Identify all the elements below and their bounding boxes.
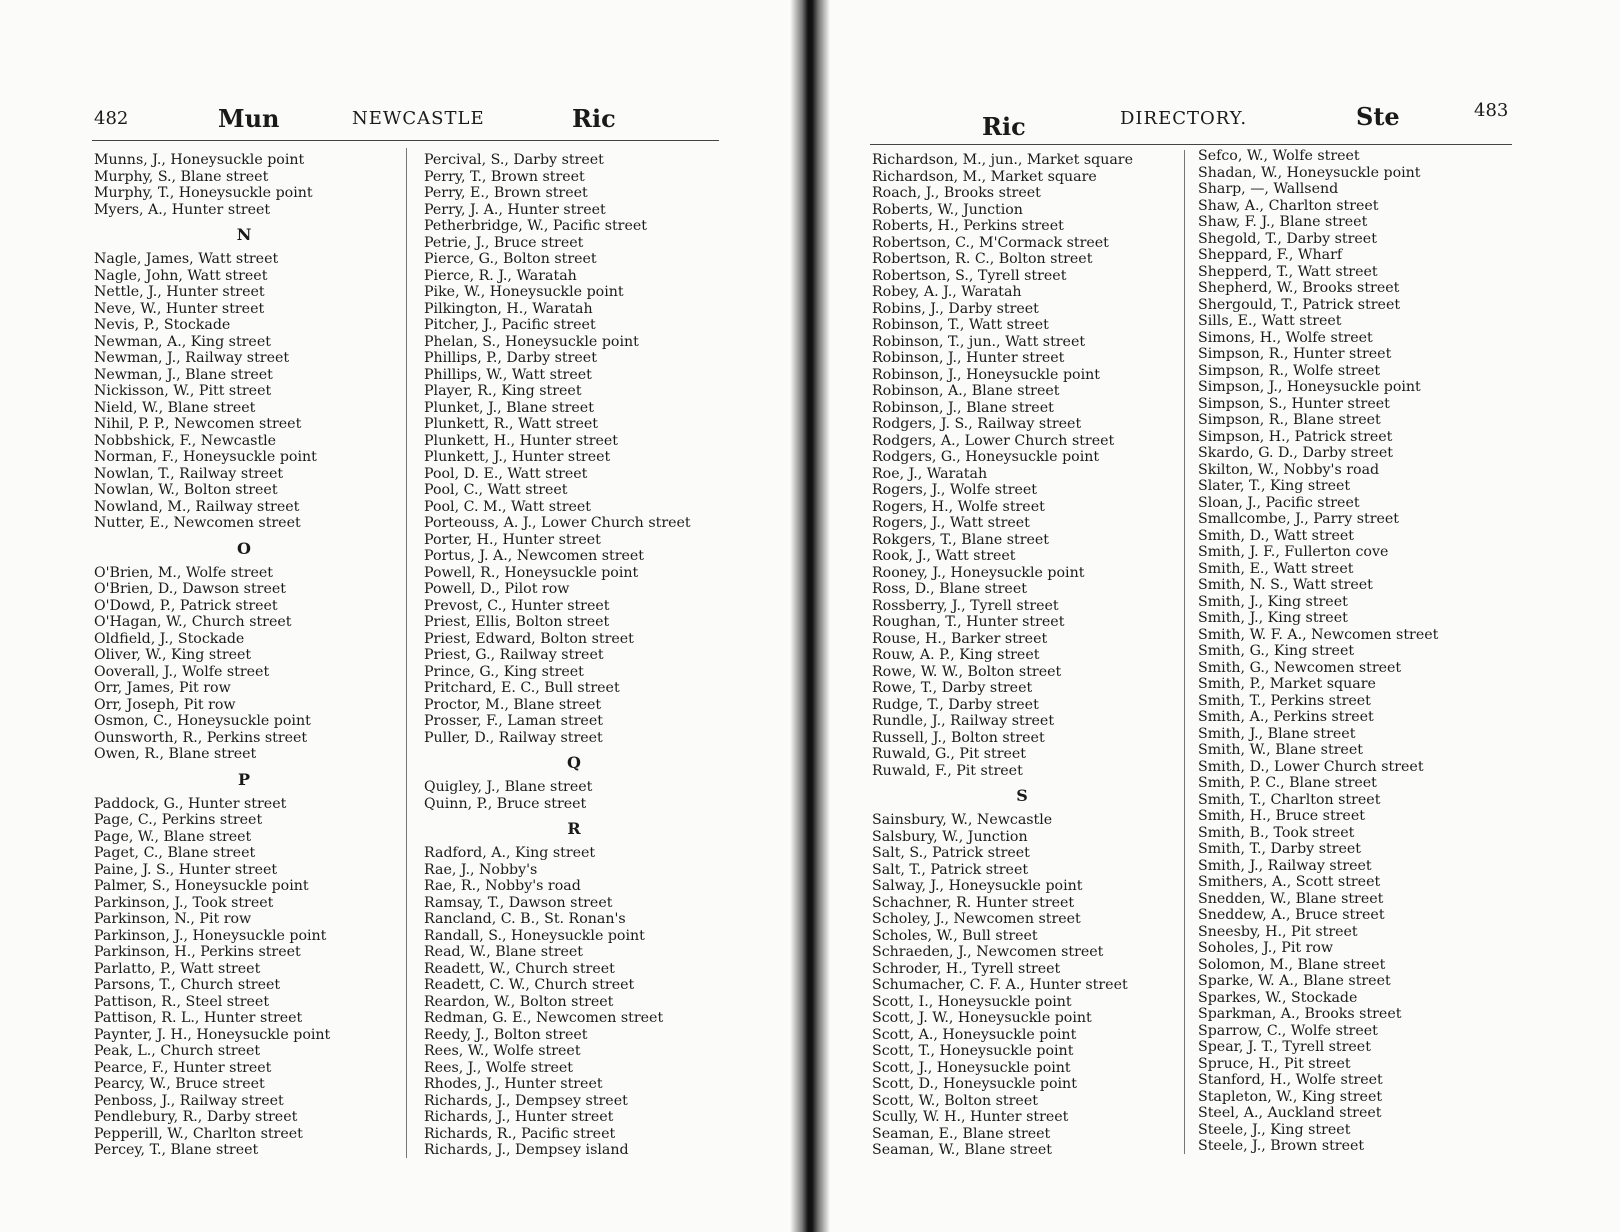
directory-entry: Rodgers, A., Lower Church street	[872, 432, 1115, 449]
directory-entry: Rae, R., Nobby's road	[424, 878, 581, 894]
directory-entry: Steele, J., Brown street	[1198, 1138, 1365, 1154]
directory-entry: Scott, T., Honeysuckle point	[872, 1043, 1074, 1059]
directory-entry: Robertson, S., Tyrell street	[872, 267, 1067, 284]
directory-entry: Pearce, F., Hunter street	[94, 1059, 272, 1076]
directory-entry: Sainsbury, W., Newcastle	[872, 812, 1053, 828]
directory-entry: Prince, G., King street	[424, 663, 584, 680]
directory-entry: Solomon, M., Blane street	[1198, 956, 1386, 973]
directory-entry: Rouse, H., Barker street	[872, 630, 1048, 647]
directory-entry: Pritchard, E. C., Bull street	[424, 680, 620, 696]
running-title: NEWCASTLE	[352, 108, 485, 129]
directory-entry: Schachner, R. Hunter street	[872, 894, 1075, 911]
directory-entry: Porteouss, A. J., Lower Church street	[424, 515, 691, 531]
directory-entry: Plunkett, R., Watt street	[424, 416, 598, 432]
directory-entry: Nickisson, W., Pitt street	[94, 383, 272, 399]
directory-entry: Owen, R., Blane street	[94, 746, 257, 762]
directory-entry: Parkinson, J., Took street	[94, 894, 274, 911]
directory-column-2	[424, 152, 724, 1159]
directory-entry: Parkinson, N., Pit row	[94, 911, 252, 927]
directory-entry: Plunkett, H., Hunter street	[424, 432, 618, 449]
directory-entry: Orr, James, Pit row	[94, 680, 231, 696]
directory-entry: Parlatto, P., Watt street	[94, 960, 261, 977]
directory-entry: Ruwald, G., Pit street	[872, 746, 1026, 762]
directory-entry: Smith, W. F. A., Newcomen street	[1198, 626, 1439, 643]
directory-entry: Shadan, W., Honeysuckle point	[1198, 164, 1421, 181]
directory-entry: Paget, C., Blane street	[94, 845, 256, 861]
directory-entry: Scott, W., Bolton street	[872, 1092, 1038, 1109]
directory-entry: Schraeden, J., Newcomen street	[872, 944, 1104, 960]
directory-entry: Porter, H., Hunter street	[424, 531, 601, 548]
directory-entry: Robinson, J., Hunter street	[872, 350, 1065, 366]
directory-entry: Rudge, T., Darby street	[872, 696, 1039, 713]
section-letter: Q	[567, 753, 581, 772]
directory-entry: Pierce, G., Bolton street	[424, 251, 597, 267]
directory-entry: Salsbury, W., Junction	[872, 828, 1028, 845]
directory-entry: Powell, R., Honeysuckle point	[424, 564, 639, 581]
directory-entry: Pattison, R. L., Hunter street	[94, 1010, 303, 1026]
guide-word-last: Ste	[1356, 102, 1400, 131]
directory-entry: Smallcombe, J., Parry street	[1198, 511, 1399, 527]
directory-entry: Pepperill, W., Charlton street	[94, 1125, 303, 1142]
directory-entry: O'Brien, M., Wolfe street	[94, 564, 273, 581]
directory-entry: Nevis, P., Stockade	[94, 317, 231, 333]
directory-entry: Salt, S., Patrick street	[872, 845, 1030, 861]
directory-entry: Priest, G., Railway street	[424, 647, 604, 663]
directory-entry: Sparrow, C., Wolfe street	[1198, 1022, 1378, 1039]
guide-word-last: Ric	[572, 104, 616, 133]
directory-entry: Pool, D. E., Watt street	[424, 465, 588, 482]
directory-entry: Percival, S., Darby street	[424, 152, 604, 168]
directory-entry: Sharp, —, Wallsend	[1198, 181, 1339, 197]
directory-entry: Page, W., Blane street	[94, 828, 252, 845]
directory-entry: Smith, D., Watt street	[1198, 527, 1354, 544]
directory-entry: O'Hagan, W., Church street	[94, 614, 292, 630]
directory-entry: Norman, F., Honeysuckle point	[94, 449, 317, 465]
directory-entry: Murphy, S., Blane street	[94, 168, 269, 185]
directory-entry: Murphy, T., Honeysuckle point	[94, 185, 313, 201]
directory-entry: Smith, H., Bruce street	[1198, 808, 1365, 824]
directory-entry: Smith, W., Blane street	[1198, 742, 1363, 758]
directory-entry: Smith, J., King street	[1198, 610, 1348, 626]
directory-entry: Scott, A., Honeysuckle point	[872, 1026, 1077, 1043]
directory-column-1	[872, 152, 1178, 1159]
directory-entry: Robinson, T., jun., Watt street	[872, 333, 1086, 350]
directory-entry: Pike, W., Honeysuckle point	[424, 284, 624, 300]
directory-entry: Puller, D., Railway street	[424, 729, 603, 746]
directory-entry: Quigley, J., Blane street	[424, 779, 593, 795]
directory-entry: Schroder, H., Tyrell street	[872, 960, 1061, 977]
directory-entry: Rees, J., Wolfe street	[424, 1059, 574, 1076]
directory-entry: Steel, A., Auckland street	[1198, 1105, 1382, 1121]
directory-entry: O'Dowd, P., Patrick street	[94, 597, 278, 614]
directory-entry: Perry, J. A., Hunter street	[424, 201, 606, 218]
directory-entry: Readett, W., Church street	[424, 960, 615, 977]
directory-entry: Roberts, H., Perkins street	[872, 218, 1064, 234]
directory-entry: Phillips, P., Darby street	[424, 350, 597, 366]
directory-entry: Reardon, W., Bolton street	[424, 993, 614, 1010]
directory-entry: Robinson, J., Blane street	[872, 399, 1054, 416]
directory-entry: Ruwald, F., Pit street	[872, 762, 1023, 779]
directory-entry: Smith, D., Lower Church street	[1198, 758, 1424, 775]
column-divider	[1184, 150, 1185, 1154]
section-letter: O	[237, 538, 251, 558]
directory-entry: Smith, T., Darby street	[1198, 841, 1361, 857]
directory-entry: Simpson, R., Wolfe street	[1198, 362, 1381, 379]
directory-entry: Ooverall, J., Wolfe street	[94, 663, 270, 680]
directory-entry: Rooney, J., Honeysuckle point	[872, 564, 1085, 581]
directory-entry: Smith, B., Took street	[1198, 824, 1355, 841]
directory-entry: Richards, J., Dempsey street	[424, 1092, 628, 1109]
directory-entry: Richards, J., Hunter street	[424, 1109, 614, 1125]
directory-entry: Nagle, John, Watt street	[94, 267, 268, 284]
directory-entry: Scott, I., Honeysuckle point	[872, 993, 1072, 1010]
directory-entry: Smith, J. F., Fullerton cove	[1198, 544, 1389, 560]
directory-entry: Phelan, S., Honeysuckle point	[424, 333, 639, 350]
directory-entry: Steele, J., King street	[1198, 1121, 1351, 1138]
directory-entry: Oldfield, J., Stockade	[94, 630, 245, 647]
directory-entry: Smith, J., Railway street	[1198, 857, 1372, 874]
header-rule	[870, 144, 1512, 145]
directory-entry: Shergould, T., Patrick street	[1198, 296, 1401, 313]
directory-entry: Sheppard, F., Wharf	[1198, 247, 1343, 263]
directory-entry: Nowlan, W., Bolton street	[94, 482, 278, 498]
section-letter: N	[236, 225, 252, 244]
directory-entry: Palmer, S., Honeysuckle point	[94, 878, 309, 894]
directory-entry: Pearcy, W., Bruce street	[94, 1076, 265, 1092]
directory-entry: Sills, E., Watt street	[1198, 313, 1342, 329]
directory-entry: Radford, A., King street	[424, 845, 596, 861]
directory-entry: Rhodes, J., Hunter street	[424, 1076, 603, 1092]
directory-entry: Stanford, H., Wolfe street	[1198, 1072, 1383, 1088]
directory-entry: Perry, T., Brown street	[424, 168, 585, 185]
section-letter: S	[1016, 786, 1028, 805]
directory-entry: Seaman, W., Blane street	[872, 1142, 1052, 1158]
directory-entry: Shegold, T., Darby street	[1198, 230, 1377, 247]
directory-entry: Sparkes, W., Stockade	[1198, 989, 1358, 1006]
directory-entry: Richards, R., Pacific street	[424, 1125, 616, 1142]
directory-entry: Pool, C., Watt street	[424, 482, 568, 498]
running-title: DIRECTORY.	[1120, 108, 1248, 129]
directory-entry: Sloan, J., Pacific street	[1198, 494, 1360, 511]
section-letter: R	[567, 819, 581, 838]
directory-entry: Nettle, J., Hunter street	[94, 284, 265, 300]
directory-entry: Robertson, R. C., Bolton street	[872, 251, 1093, 267]
directory-entry: Sparkman, A., Brooks street	[1198, 1006, 1402, 1022]
directory-entry: Seaman, E., Blane street	[872, 1125, 1051, 1142]
directory-entry: Orr, Joseph, Pit row	[94, 696, 236, 713]
directory-entry: Smith, J., King street	[1198, 593, 1348, 610]
directory-entry: Robey, A. J., Waratah	[872, 284, 1022, 300]
directory-entry: Player, R., King street	[424, 383, 582, 399]
directory-entry: Redman, G. E., Newcomen street	[424, 1010, 664, 1026]
directory-entry: Robinson, T., Watt street	[872, 317, 1049, 333]
directory-entry: Simons, H., Wolfe street	[1198, 329, 1373, 346]
directory-entry: Roberts, W., Junction	[872, 201, 1023, 218]
directory-entry: Shepherd, W., Brooks street	[1198, 280, 1400, 296]
directory-entry: Page, C., Perkins street	[94, 812, 263, 828]
directory-entry: Salway, J., Honeysuckle point	[872, 878, 1083, 894]
directory-entry: Roach, J., Brooks street	[872, 185, 1041, 201]
directory-entry: Rouw, A. P., King street	[872, 647, 1040, 663]
directory-entry: Rogers, J., Wolfe street	[872, 482, 1038, 498]
directory-entry: Rossberry, J., Tyrell street	[872, 597, 1059, 614]
directory-entry: Robins, J., Darby street	[872, 300, 1039, 317]
directory-entry: Rook, J., Watt street	[872, 548, 1016, 564]
directory-entry: O'Brien, D., Dawson street	[94, 581, 286, 597]
directory-entry: Spruce, H., Pit street	[1198, 1055, 1351, 1072]
directory-entry: Sefco, W., Wolfe street	[1198, 148, 1360, 164]
directory-entry: Perry, E., Brown street	[424, 185, 588, 201]
directory-entry: Plunket, J., Blane street	[424, 399, 594, 416]
directory-entry: Read, W., Blane street	[424, 944, 583, 960]
directory-entry: Sneddew, A., Bruce street	[1198, 907, 1385, 923]
directory-entry: Pitcher, J., Pacific street	[424, 317, 596, 333]
directory-entry: Readett, C. W., Church street	[424, 977, 635, 993]
directory-entry: Paddock, G., Hunter street	[94, 795, 287, 812]
directory-entry: Nield, W., Blane street	[94, 399, 256, 416]
directory-entry: Simpson, S., Hunter street	[1198, 395, 1390, 412]
directory-entry: Smith, E., Watt street	[1198, 560, 1354, 577]
directory-entry: Prevost, C., Hunter street	[424, 597, 610, 614]
directory-entry: Robertson, C., M'Cormack street	[872, 234, 1109, 251]
directory-entry: Powell, D., Pilot row	[424, 581, 570, 597]
directory-entry: Reedy, J., Bolton street	[424, 1026, 588, 1043]
directory-entry: Priest, Edward, Bolton street	[424, 630, 634, 647]
directory-entry: Percey, T., Blane street	[94, 1142, 259, 1158]
directory-entry: Peak, L., Church street	[94, 1043, 261, 1059]
directory-entry: Scott, J. W., Honeysuckle point	[872, 1010, 1092, 1026]
directory-entry: Proctor, M., Blane street	[424, 696, 602, 713]
directory-entry: Shepperd, T., Watt street	[1198, 263, 1378, 280]
directory-entry: Spear, J. T., Tyrell street	[1198, 1039, 1371, 1055]
directory-entry: Paine, J. S., Hunter street	[94, 861, 278, 878]
right-page	[830, 0, 1620, 1232]
header-rule	[92, 140, 719, 141]
directory-entry: Rowe, W. W., Bolton street	[872, 663, 1062, 680]
directory-entry: Sneesby, H., Pit street	[1198, 923, 1358, 940]
directory-entry: Smith, J., Blane street	[1198, 725, 1356, 742]
directory-entry: Pattison, R., Steel street	[94, 993, 270, 1010]
directory-entry: Roughan, T., Hunter street	[872, 614, 1065, 630]
directory-entry: Nagle, James, Watt street	[94, 251, 279, 267]
directory-entry: Scholey, J., Newcomen street	[872, 911, 1081, 927]
directory-entry: Smith, N. S., Watt street	[1198, 577, 1373, 593]
directory-entry: Paynter, J. H., Honeysuckle point	[94, 1026, 331, 1043]
directory-entry: Sparke, W. A., Blane street	[1198, 973, 1391, 989]
directory-entry: Petrie, J., Bruce street	[424, 234, 584, 251]
directory-entry: Parkinson, H., Perkins street	[94, 944, 301, 960]
directory-entry: Smith, T., Charlton street	[1198, 791, 1381, 808]
directory-entry: Oliver, W., King street	[94, 647, 252, 663]
directory-entry: Robinson, A., Blane street	[872, 383, 1060, 399]
directory-entry: Parsons, T., Church street	[94, 977, 281, 993]
directory-entry: Russell, J., Bolton street	[872, 729, 1045, 746]
directory-entry: Nowland, M., Railway street	[94, 498, 300, 515]
directory-entry: Stapleton, W., King street	[1198, 1088, 1383, 1105]
directory-entry: Soholes, J., Pit row	[1198, 940, 1334, 956]
directory-entry: Petherbridge, W., Pacific street	[424, 218, 647, 234]
column-divider	[406, 148, 407, 1158]
directory-entry: Ramsay, T., Dawson street	[424, 894, 613, 911]
directory-entry: Smith, P. C., Blane street	[1198, 775, 1377, 791]
directory-entry: Smith, G., Newcomen street	[1198, 659, 1402, 676]
directory-entry: Rowe, T., Darby street	[872, 680, 1033, 696]
directory-entry: Priest, Ellis, Bolton street	[424, 614, 610, 630]
directory-entry: Roe, J., Waratah	[872, 465, 988, 482]
directory-entry: Nobbshick, F., Newcastle	[94, 432, 277, 449]
directory-entry: Slater, T., King street	[1198, 478, 1351, 494]
directory-entry: Nutter, E., Newcomen street	[94, 515, 301, 531]
directory-entry: Neve, W., Hunter street	[94, 300, 265, 317]
page-number: 482	[94, 108, 129, 129]
directory-entry: Smith, G., King street	[1198, 643, 1355, 659]
directory-entry: Simpson, R., Blane street	[1198, 412, 1381, 428]
directory-entry: Rundle, J., Railway street	[872, 713, 1055, 729]
left-page	[0, 0, 790, 1232]
book-gutter	[790, 0, 830, 1232]
directory-entry: Newman, J., Blane street	[94, 366, 273, 383]
directory-entry: Rogers, J., Watt street	[872, 515, 1030, 531]
directory-entry: Skilton, W., Nobby's road	[1198, 461, 1380, 478]
directory-entry: Richards, J., Dempsey island	[424, 1142, 629, 1158]
directory-column-2	[1198, 148, 1516, 1155]
directory-entry: Munns, J., Honeysuckle point	[94, 152, 305, 168]
directory-entry: Schumacher, C. F. A., Hunter street	[872, 977, 1128, 993]
directory-entry: Parkinson, J., Honeysuckle point	[94, 927, 327, 944]
directory-entry: Scott, D., Honeysuckle point	[872, 1076, 1077, 1092]
directory-entry: Randall, S., Honeysuckle point	[424, 927, 645, 944]
directory-entry: Shaw, A., Charlton street	[1198, 197, 1379, 214]
directory-entry: Simpson, J., Honeysuckle point	[1198, 379, 1421, 395]
directory-entry: Shaw, F. J., Blane street	[1198, 214, 1368, 230]
directory-entry: Simpson, R., Hunter street	[1198, 346, 1392, 362]
directory-entry: Smith, T., Perkins street	[1198, 692, 1371, 709]
directory-entry: Phillips, W., Watt street	[424, 366, 592, 383]
directory-entry: Scott, J., Honeysuckle point	[872, 1059, 1071, 1076]
right-page-header	[830, 100, 1620, 146]
directory-entry: Ounsworth, R., Perkins street	[94, 729, 308, 746]
page-number: 483	[1474, 100, 1509, 121]
directory-entry: Penboss, J., Railway street	[94, 1092, 284, 1109]
directory-entry: Smith, A., Perkins street	[1198, 709, 1374, 725]
directory-entry: Osmon, C., Honeysuckle point	[94, 713, 311, 729]
directory-entry: Pool, C. M., Watt street	[424, 498, 592, 515]
guide-word-first: Mun	[218, 104, 280, 133]
directory-entry: Myers, A., Hunter street	[94, 201, 271, 218]
directory-entry: Ross, D., Blane street	[872, 581, 1027, 597]
directory-entry: Rokgers, T., Blane street	[872, 531, 1050, 548]
guide-word-first: Ric	[982, 112, 1026, 141]
directory-entry: Rees, W., Wolfe street	[424, 1043, 581, 1059]
directory-entry: Richardson, M., Market square	[872, 168, 1097, 185]
directory-entry: Rae, J., Nobby's	[424, 861, 538, 878]
directory-entry: Plunkett, J., Hunter street	[424, 449, 611, 465]
directory-entry: Pilkington, H., Waratah	[424, 300, 593, 317]
directory-entry: Prosser, F., Laman street	[424, 713, 603, 729]
directory-entry: Quinn, P., Bruce street	[424, 795, 587, 812]
directory-entry: Pendlebury, R., Darby street	[94, 1109, 298, 1125]
directory-entry: Scully, W. H., Hunter street	[872, 1109, 1069, 1125]
directory-entry: Smith, P., Market square	[1198, 676, 1376, 692]
directory-entry: Nowlan, T., Railway street	[94, 465, 284, 482]
section-letter: P	[237, 769, 251, 789]
directory-entry: Newman, J., Railway street	[94, 350, 290, 366]
directory-entry: Rogers, H., Wolfe street	[872, 498, 1045, 515]
directory-entry: Rodgers, J. S., Railway street	[872, 416, 1082, 432]
directory-entry: Portus, J. A., Newcomen street	[424, 548, 645, 564]
directory-entry: Smithers, A., Scott street	[1198, 874, 1381, 890]
directory-entry: Simpson, H., Patrick street	[1198, 428, 1393, 445]
directory-entry: Salt, T., Patrick street	[872, 861, 1029, 878]
directory-entry: Rodgers, G., Honeysuckle point	[872, 449, 1100, 465]
directory-entry: Scholes, W., Bull street	[872, 927, 1038, 944]
directory-entry: Newman, A., King street	[94, 333, 271, 350]
directory-entry: Skardo, G. D., Darby street	[1198, 445, 1393, 461]
directory-column-1	[94, 152, 400, 1159]
directory-entry: Snedden, W., Blane street	[1198, 890, 1384, 907]
directory-entry: Richardson, M., jun., Market square	[872, 152, 1133, 168]
directory-entry: Pierce, R. J., Waratah	[424, 267, 577, 284]
directory-entry: Robinson, J., Honeysuckle point	[872, 366, 1100, 383]
directory-entry: Rancland, C. B., St. Ronan's	[424, 911, 626, 927]
directory-entry: Nihil, P. P., Newcomen street	[94, 416, 302, 432]
